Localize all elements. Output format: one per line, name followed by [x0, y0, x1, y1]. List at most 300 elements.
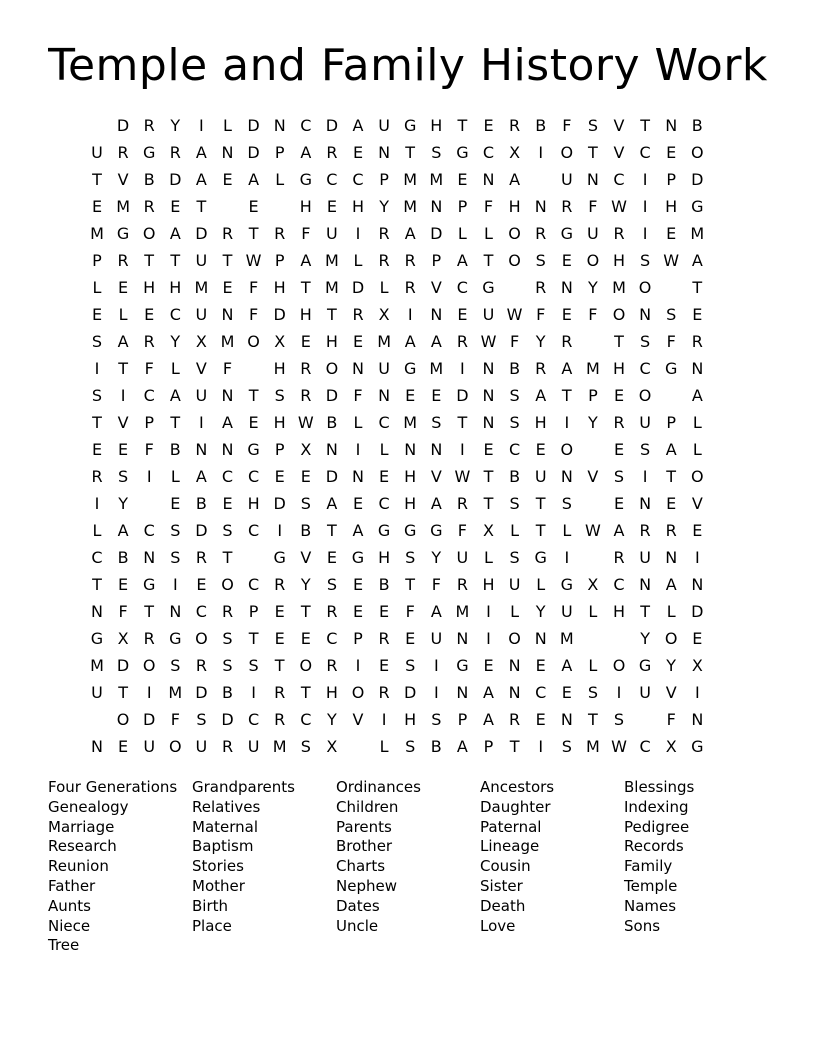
word-item: Niece	[48, 916, 91, 935]
grid-letter: E	[118, 737, 129, 756]
grid-letter: C	[300, 710, 312, 729]
grid-letter: Y	[431, 548, 442, 567]
grid-letter: R	[274, 683, 286, 702]
grid-letter: N	[169, 602, 182, 621]
word-item: Sister	[480, 876, 523, 895]
grid-letter: B	[691, 116, 703, 135]
grid-letter: E	[144, 305, 155, 324]
grid-letter: R	[274, 710, 286, 729]
grid-letter: R	[378, 683, 390, 702]
grid-letter: E	[170, 494, 181, 513]
grid-letter: P	[353, 629, 363, 648]
grid-letter: O	[560, 143, 574, 162]
grid-letter: A	[691, 386, 703, 405]
grid-letter: N	[534, 629, 547, 648]
grid-letter: H	[325, 683, 338, 702]
grid-letter: H	[273, 278, 286, 297]
grid-letter: R	[378, 224, 390, 243]
grid-letter: T	[640, 116, 650, 135]
grid-letter: I	[146, 467, 152, 486]
grid-letter: T	[118, 359, 128, 378]
grid-letter: R	[91, 467, 103, 486]
grid-letter: Y	[535, 332, 546, 351]
grid-letter: C	[248, 710, 260, 729]
grid-letter: S	[170, 521, 181, 540]
grid-letter: I	[251, 683, 256, 702]
grid-letter: N	[325, 440, 338, 459]
grid-letter: U	[195, 305, 208, 324]
grid-letter: A	[691, 251, 703, 270]
grid-letter: C	[143, 521, 155, 540]
grid-letter: D	[430, 224, 443, 243]
grid-letter: T	[170, 251, 181, 270]
grid-letter: N	[221, 440, 234, 459]
word-item: Death	[480, 896, 526, 915]
grid-letter: A	[326, 494, 338, 513]
grid-letter: R	[613, 413, 625, 432]
grid-letter: A	[561, 656, 573, 675]
grid-letter: U	[508, 575, 521, 594]
grid-letter: I	[564, 413, 570, 432]
grid-letter: R	[613, 548, 625, 567]
grid-letter: W	[297, 413, 314, 432]
grid-letter: G	[403, 521, 417, 540]
grid-letter: I	[355, 440, 361, 459]
grid-letter: H	[612, 602, 626, 621]
grid-letter: X	[509, 143, 521, 162]
grid-letter: S	[405, 548, 416, 567]
word-column	[48, 778, 198, 956]
grid-letter: E	[483, 440, 494, 459]
grid-letter: A	[483, 683, 494, 702]
grid-letter: E	[666, 494, 677, 513]
grid-letter: E	[222, 494, 233, 513]
grid-letter: S	[91, 332, 103, 351]
grid-letter: G	[534, 548, 547, 567]
grid-letter: P	[92, 251, 102, 270]
grid-letter: N	[352, 359, 364, 378]
grid-letter: R	[326, 656, 338, 675]
grid-letter: E	[118, 440, 129, 459]
grid-letter: C	[535, 683, 547, 702]
grid-letter: D	[325, 467, 339, 486]
grid-letter: V	[587, 467, 599, 486]
grid-letter: A	[169, 224, 181, 243]
grid-letter: X	[691, 656, 703, 675]
grid-letter: G	[560, 224, 573, 243]
word-item: Records	[624, 837, 684, 856]
grid-letter: B	[509, 359, 521, 378]
grid-letter: W	[611, 197, 627, 216]
grid-letter: N	[273, 116, 286, 135]
grid-letter: N	[665, 116, 678, 135]
grid-letter: N	[430, 440, 443, 459]
grid-letter: X	[326, 737, 338, 756]
grid-letter: C	[248, 467, 260, 486]
grid-letter: A	[613, 521, 625, 540]
grid-letter: E	[483, 116, 494, 135]
grid-letter: X	[300, 440, 312, 459]
grid-letter: G	[456, 143, 469, 162]
grid-letter: Y	[535, 602, 546, 621]
grid-letter: I	[642, 467, 648, 486]
grid-letter: H	[665, 197, 678, 216]
grid-letter: T	[405, 143, 416, 162]
word-item: Brother	[336, 837, 393, 856]
grid-letter: Y	[170, 332, 181, 351]
grid-letter: R	[561, 197, 573, 216]
grid-letter: L	[692, 440, 702, 459]
grid-letter: F	[431, 575, 441, 594]
word-item: Uncle	[336, 916, 379, 935]
grid-letter: U	[639, 683, 651, 702]
grid-letter: L	[92, 278, 102, 297]
grid-letter: M	[429, 170, 444, 189]
grid-letter: R	[117, 251, 129, 270]
grid-letter: B	[430, 737, 442, 756]
grid-letter: P	[666, 170, 677, 189]
grid-letter: L	[379, 440, 389, 459]
grid-letter: O	[612, 305, 626, 324]
grid-letter: N	[691, 575, 704, 594]
grid-letter: E	[300, 332, 311, 351]
grid-letter: R	[326, 143, 338, 162]
grid-letter: I	[172, 575, 178, 594]
grid-letter: B	[222, 683, 233, 702]
grid-letter: R	[326, 602, 338, 621]
grid-letter: D	[195, 683, 208, 702]
word-item: Pedigree	[624, 817, 690, 836]
grid-letter: D	[691, 602, 704, 621]
grid-letter: P	[483, 737, 494, 756]
grid-letter: P	[144, 413, 155, 432]
grid-letter: G	[560, 575, 573, 594]
grid-letter: S	[431, 143, 442, 162]
word-item: Research	[48, 837, 117, 856]
grid-letter: P	[274, 251, 285, 270]
grid-letter: H	[430, 116, 443, 135]
grid-letter: I	[94, 494, 100, 513]
grid-letter: P	[248, 602, 259, 621]
grid-letter: R	[143, 116, 155, 135]
grid-letter: F	[118, 602, 128, 621]
puzzle-title: Temple and Family History Work	[48, 40, 768, 91]
grid-letter: T	[248, 224, 259, 243]
grid-letter: S	[405, 656, 416, 675]
grid-letter: P	[457, 197, 468, 216]
grid-letter: S	[274, 386, 285, 405]
grid-letter: T	[274, 656, 285, 675]
grid-letter: C	[169, 305, 181, 324]
grid-letter: L	[170, 467, 180, 486]
grid-letter: H	[143, 278, 156, 297]
grid-letter: E	[300, 467, 311, 486]
grid-letter: O	[247, 332, 260, 351]
grid-letter: U	[587, 224, 599, 243]
grid-letter: C	[195, 602, 207, 621]
grid-letter: M	[194, 278, 209, 297]
grid-letter: N	[456, 683, 469, 702]
grid-letter: S	[431, 710, 442, 729]
grid-letter: E	[326, 548, 337, 567]
grid-letter: S	[509, 494, 520, 513]
grid-letter: D	[143, 710, 156, 729]
grid-letter: T	[614, 332, 624, 351]
grid-letter: E	[692, 629, 703, 648]
grid-letter: A	[665, 575, 677, 594]
grid-letter: G	[351, 548, 365, 567]
grid-letter: N	[378, 386, 391, 405]
word-item: Children	[336, 797, 399, 816]
grid-letter: M	[324, 278, 339, 297]
grid-letter: U	[195, 251, 208, 270]
grid-letter: E	[222, 278, 233, 297]
word-column	[480, 778, 630, 936]
word-item: Dates	[336, 896, 380, 915]
grid-letter: I	[199, 116, 204, 135]
grid-letter: T	[640, 602, 650, 621]
grid-letter: U	[378, 116, 390, 135]
grid-letter: G	[273, 548, 286, 567]
word-item: Reunion	[48, 857, 109, 876]
grid-letter: L	[484, 548, 493, 567]
grid-letter: R	[535, 278, 547, 297]
grid-letter: A	[222, 413, 233, 432]
grid-letter: A	[430, 332, 442, 351]
grid-letter: T	[196, 197, 207, 216]
grid-letter: R	[300, 386, 312, 405]
grid-letter: F	[588, 197, 598, 216]
grid-letter: D	[456, 386, 469, 405]
grid-letter: U	[430, 629, 443, 648]
grid-letter: O	[116, 710, 130, 729]
grid-letter: R	[221, 224, 234, 243]
grid-letter: B	[300, 521, 312, 540]
grid-letter: F	[222, 359, 233, 378]
grid-letter: C	[378, 413, 390, 432]
grid-letter: T	[509, 737, 520, 756]
grid-letter: E	[379, 602, 390, 621]
grid-letter: O	[299, 656, 313, 675]
grid-letter: N	[221, 386, 234, 405]
grid-letter: L	[118, 305, 128, 324]
grid-letter: O	[508, 251, 521, 270]
grid-letter: S	[509, 548, 520, 567]
grid-letter: F	[170, 710, 180, 729]
grid-letter: I	[486, 602, 491, 621]
grid-letter: R	[221, 602, 234, 621]
grid-letter: G	[638, 656, 652, 675]
grid-letter: E	[457, 305, 468, 324]
grid-letter: H	[273, 413, 286, 432]
grid-letter: E	[692, 521, 703, 540]
grid-letter: I	[460, 359, 465, 378]
grid-letter: X	[378, 305, 390, 324]
grid-letter: A	[300, 143, 312, 162]
grid-letter: H	[404, 494, 417, 513]
grid-letter: G	[299, 170, 312, 189]
grid-letter: I	[355, 224, 361, 243]
grid-letter: E	[535, 710, 546, 729]
grid-letter: O	[508, 629, 521, 648]
grid-letter: R	[665, 521, 677, 540]
grid-letter: T	[92, 413, 102, 432]
grid-letter: A	[352, 116, 364, 135]
grid-letter: Y	[588, 413, 598, 432]
grid-letter: W	[663, 251, 680, 270]
grid-letter: D	[325, 386, 339, 405]
grid-letter: S	[431, 413, 442, 432]
grid-letter: E	[379, 467, 390, 486]
grid-letter: M	[559, 629, 574, 648]
grid-letter: M	[429, 359, 444, 378]
grid-letter: M	[403, 170, 418, 189]
grid-letter: O	[586, 251, 600, 270]
grid-letter: N	[691, 359, 704, 378]
grid-letter: U	[195, 386, 208, 405]
grid-letter: N	[404, 440, 417, 459]
grid-letter: M	[90, 656, 104, 675]
grid-letter: L	[692, 413, 702, 432]
grid-letter: S	[561, 494, 572, 513]
grid-letter: E	[118, 278, 129, 297]
grid-letter: X	[195, 332, 207, 351]
grid-letter: H	[612, 251, 626, 270]
grid-letter: M	[403, 413, 418, 432]
grid-letter: L	[510, 521, 520, 540]
grid-letter: D	[691, 170, 704, 189]
grid-letter: H	[612, 359, 626, 378]
grid-letter: R	[143, 197, 155, 216]
grid-letter: U	[534, 467, 547, 486]
grid-letter: O	[691, 467, 704, 486]
grid-letter: E	[457, 170, 468, 189]
grid-letter: L	[457, 224, 467, 243]
grid-letter: O	[169, 737, 182, 756]
grid-letter: F	[405, 602, 415, 621]
grid-letter: N	[665, 548, 678, 567]
grid-letter: F	[353, 386, 363, 405]
grid-letter: U	[560, 602, 573, 621]
grid-letter: U	[378, 359, 390, 378]
grid-letter: Y	[588, 278, 598, 297]
grid-letter: E	[613, 386, 625, 405]
grid-letter: H	[508, 197, 521, 216]
grid-letter: Y	[640, 629, 650, 648]
grid-letter: D	[116, 656, 130, 675]
grid-letter: T	[300, 602, 311, 621]
grid-letter: S	[640, 440, 651, 459]
grid-letter: A	[561, 359, 573, 378]
grid-letter: P	[666, 413, 677, 432]
grid-letter: F	[144, 440, 154, 459]
grid-letter: E	[561, 251, 572, 270]
grid-letter: L	[170, 359, 180, 378]
grid-letter: I	[355, 656, 361, 675]
grid-letter: H	[404, 710, 417, 729]
grid-letter: H	[247, 494, 260, 513]
grid-letter: N	[221, 305, 234, 324]
grid-letter: A	[456, 251, 468, 270]
grid-letter: T	[222, 251, 233, 270]
grid-letter: T	[457, 413, 468, 432]
grid-letter: L	[275, 170, 285, 189]
word-item: Sons	[624, 916, 661, 935]
word-item: Daughter	[480, 797, 551, 816]
grid-letter: R	[404, 278, 416, 297]
grid-letter: D	[247, 116, 260, 135]
grid-letter: B	[195, 494, 207, 513]
grid-letter: I	[694, 683, 700, 702]
grid-letter: C	[326, 629, 338, 648]
grid-letter: N	[508, 656, 521, 675]
grid-letter: V	[691, 494, 703, 513]
grid-letter: R	[352, 305, 364, 324]
grid-letter: U	[91, 683, 103, 702]
grid-letter: G	[691, 197, 704, 216]
grid-letter: S	[326, 575, 337, 594]
word-item: Ordinances	[336, 778, 421, 796]
grid-letter: V	[117, 413, 129, 432]
grid-letter: E	[91, 197, 103, 216]
grid-letter: A	[404, 332, 416, 351]
grid-letter: L	[562, 521, 572, 540]
grid-letter: H	[378, 548, 391, 567]
grid-letter: Y	[327, 710, 337, 729]
grid-letter: G	[142, 143, 156, 162]
grid-letter: I	[146, 683, 152, 702]
grid-letter: A	[456, 737, 468, 756]
grid-letter: E	[535, 440, 546, 459]
grid-letter: I	[538, 737, 544, 756]
grid-letter: F	[248, 278, 259, 297]
grid-letter: S	[613, 710, 625, 729]
grid-letter: A	[430, 602, 442, 621]
grid-letter: B	[169, 440, 181, 459]
grid-letter: S	[170, 548, 181, 567]
grid-letter: N	[639, 575, 652, 594]
grid-letter: C	[221, 467, 234, 486]
grid-letter: G	[664, 359, 678, 378]
grid-letter: E	[274, 467, 285, 486]
grid-letter: I	[642, 170, 648, 189]
grid-letter: F	[144, 359, 154, 378]
grid-letter: I	[94, 359, 100, 378]
grid-letter: N	[639, 494, 652, 513]
grid-letter: Y	[118, 494, 128, 513]
grid-letter: S	[300, 494, 311, 513]
grid-letter: N	[430, 305, 443, 324]
grid-letter: N	[639, 305, 652, 324]
grid-letter: Y	[666, 656, 677, 675]
grid-letter: I	[564, 548, 570, 567]
grid-letter: W	[506, 305, 523, 324]
grid-letter: B	[326, 413, 338, 432]
grid-letter: L	[223, 116, 232, 135]
grid-letter: E	[222, 170, 233, 189]
grid-letter: S	[613, 467, 625, 486]
grid-letter: S	[509, 413, 520, 432]
grid-letter: E	[561, 683, 572, 702]
grid-letter: E	[352, 332, 364, 351]
grid-letter: R	[221, 737, 234, 756]
grid-letter: N	[482, 413, 495, 432]
grid-letter: N	[560, 467, 573, 486]
grid-letter: R	[274, 575, 286, 594]
grid-letter: N	[534, 197, 547, 216]
grid-letter: A	[665, 440, 677, 459]
grid-letter: R	[378, 251, 390, 270]
